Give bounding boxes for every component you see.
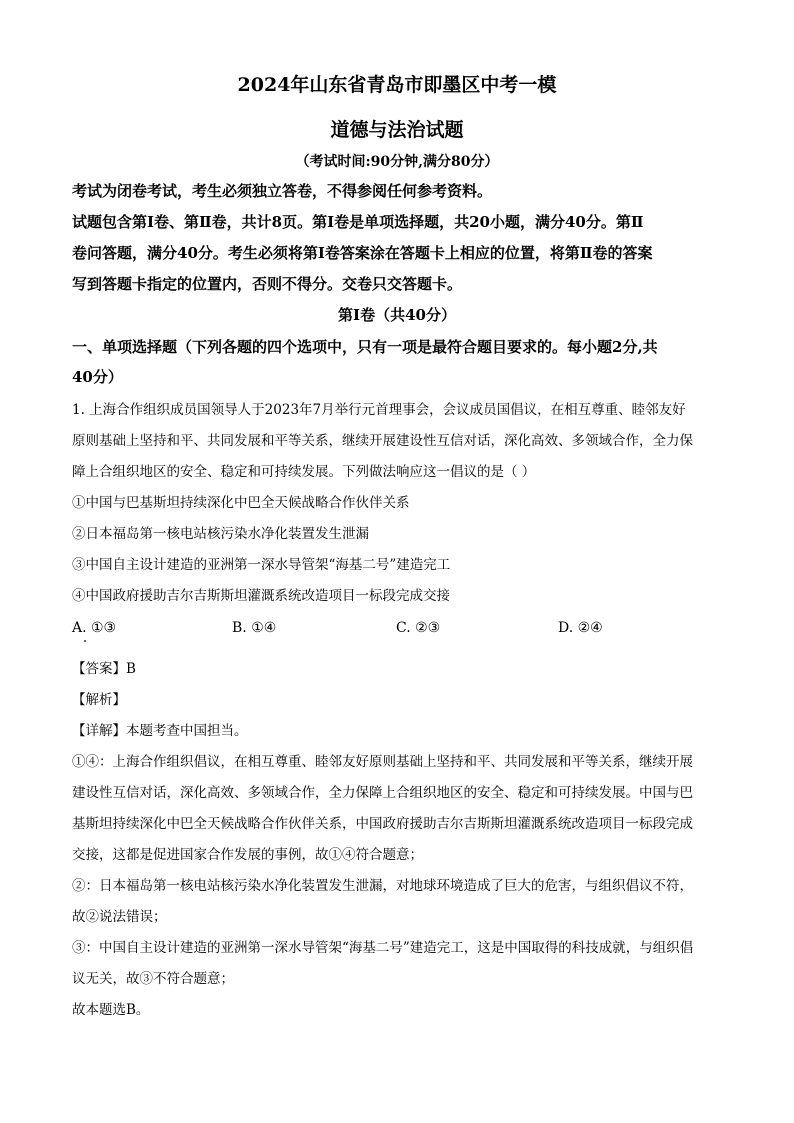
option-d: D. ②④: [558, 620, 603, 636]
question-item: ①中国与巴基斯坦持续深化中巴全天候战略合作伙伴关系: [72, 495, 410, 511]
detail-line: ①④：上海合作组织倡议，在相互尊重、睦邻友好原则基础上坚持和平、共同发展和平等关系，继续开展: [72, 754, 693, 770]
instruction-line: 写到答题卡指定的位置内，否则不得分。交卷只交答题卡。: [72, 275, 463, 293]
instruction-line: 试题包含第Ⅰ卷、第Ⅱ卷，共计8页。第Ⅰ卷是单项选择题，共20小题，满分40分。第Ⅱ: [72, 213, 644, 231]
question-stem: 障上合组织地区的安全、稳定和可持续发展。下列做法响应这一倡议的是（ ）: [72, 464, 536, 480]
part1-title: 第Ⅰ卷（共40分）: [338, 306, 456, 324]
decorative-dot: [84, 640, 86, 642]
answer-label: 【答案】B: [72, 661, 136, 677]
exam-title: 2024年山东省青岛市即墨区中考一模: [237, 74, 557, 96]
option-c: C. ②③: [396, 620, 441, 636]
detail-line: ③：中国自主设计建造的亚洲第一深水导管架“海基二号”建造完工，这是中国取得的科技成就，与组织倡: [72, 940, 694, 956]
detail-line: 建设性互信对话，深化高效、多领域合作，全力保障上合组织地区的安全、稳定和可持续发展。中国与巴: [72, 785, 693, 801]
section-heading: 40分）: [72, 368, 123, 386]
question-item: ④中国政府援助吉尔吉斯斯坦灌溉系统改造项目一标段完成交接: [72, 588, 450, 604]
detail-line: 故②说法错误；: [72, 909, 167, 925]
detail-line: 故本题选B。: [72, 1002, 150, 1018]
exam-subject: 道德与法治试题: [330, 119, 464, 141]
detail-line: 【详解】本题考查中国担当。: [72, 723, 248, 739]
instruction-line: 考试为闭卷考试，考生必须独立答卷，不得参阅任何参考资料。: [72, 182, 493, 200]
option-a: A. ①③: [72, 620, 117, 636]
instruction-line: 卷问答题，满分40分。考生必须将第Ⅰ卷答案涂在答题卡上相应的位置，将第Ⅱ卷的答案: [72, 244, 653, 262]
detail-line: 交接，这都是促进国家合作发展的事例，故①④符合题意；: [72, 847, 423, 863]
detail-line: 议无关，故③不符合题意；: [72, 971, 234, 987]
detail-line: 基斯坦持续深化中巴全天候战略合作伙伴关系，中国政府援助吉尔吉斯斯坦灌溉系统改造项目一标段完成: [72, 816, 693, 832]
section-heading: 一、单项选择题（下列各题的四个选项中，只有一项是最符合题目要求的。每小题2分,共: [72, 338, 658, 356]
analysis-label: 【解析】: [72, 692, 126, 708]
question-item: ③中国自主设计建造的亚洲第一深水导管架“海基二号”建造完工: [72, 557, 451, 573]
exam-info: （考试时间:90分钟,满分80分）: [295, 154, 499, 170]
question-stem: 原则基础上坚持和平、共同发展和平等关系，继续开展建设性互信对话，深化高效、多领域合作，全力保: [72, 433, 693, 449]
question-stem: 1. 上海合作组织成员国领导人于2023年7月举行元首理事会，会议成员国倡议，在相互尊重、睦邻友好: [72, 402, 686, 418]
detail-line: ②：日本福岛第一核电站核污染水净化装置发生泄漏，对地球环境造成了巨大的危害，与组织倡议不符，: [72, 878, 693, 894]
option-b: B. ①④: [232, 620, 277, 636]
question-item: ②日本福岛第一核电站核污染水净化装置发生泄漏: [72, 526, 369, 542]
